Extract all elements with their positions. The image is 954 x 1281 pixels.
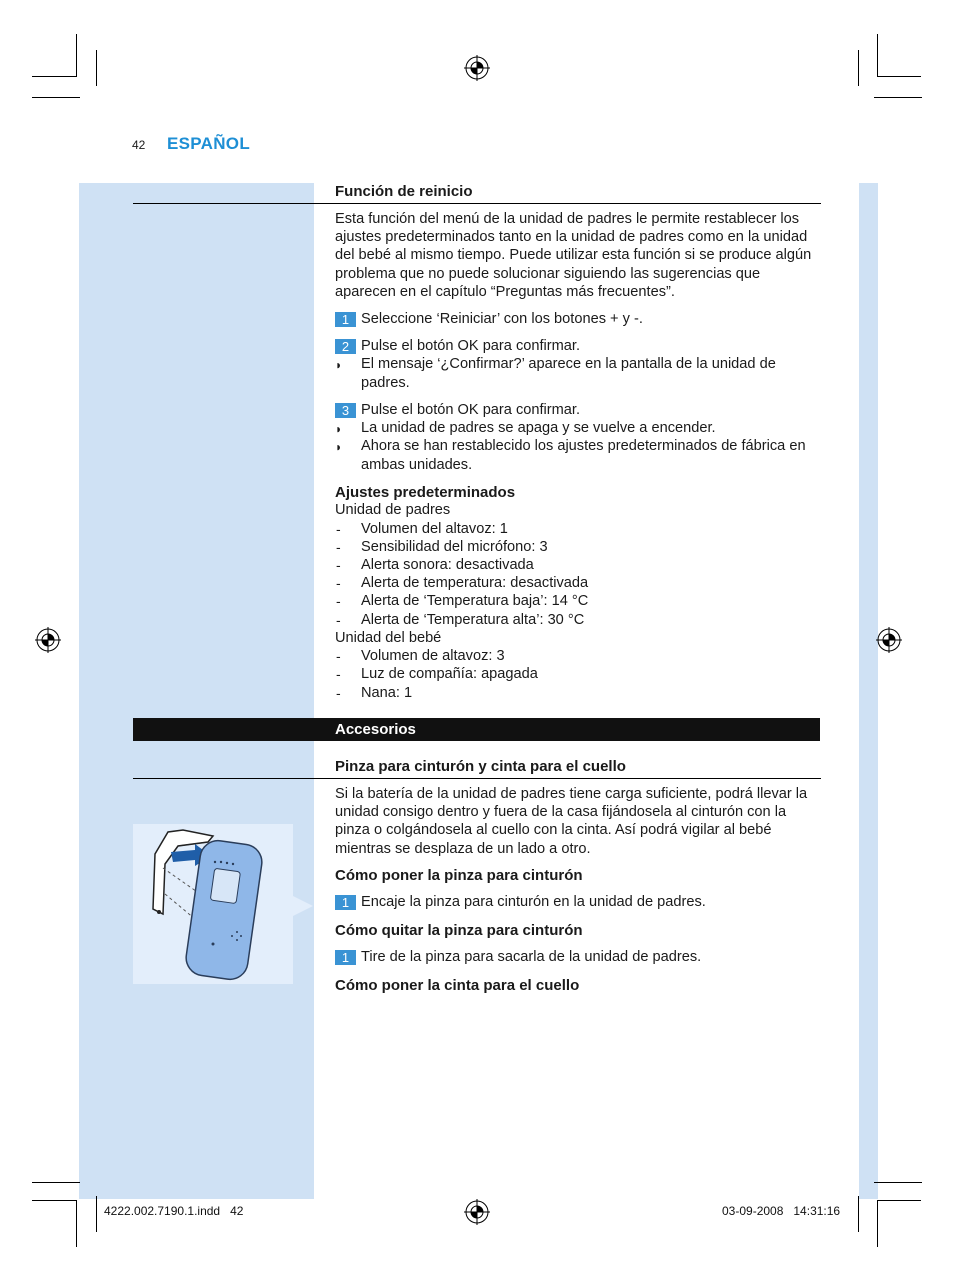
crop-mark — [32, 76, 76, 77]
list-dash: - — [336, 593, 341, 609]
crop-mark — [877, 76, 921, 77]
belt-clip-illustration — [133, 824, 293, 984]
pointer-triangle-icon — [293, 896, 313, 916]
step-text: Seleccione ‘Reiniciar’ con los botones + y -. — [361, 311, 643, 327]
step-number: 1 — [335, 312, 356, 327]
section-title: Función de reinicio — [335, 183, 473, 200]
section-intro: Esta función del menú de la unidad de padres le permite restablecer los ajustes predeterminados tanto en la unidad de padres como en la unidad del bebé al mismo tiempo. Puede utilizar esta función si se produce algún problema que no puede solucionar siguiendo las sugerencias que aparecen en el capítulo “Preguntas más frecuentes”. — [335, 211, 812, 300]
list-item: Volumen del altavoz: 1 — [361, 521, 508, 537]
language-heading: ESPAÑOL — [167, 134, 251, 153]
crop-mark — [96, 50, 97, 86]
list-dash: - — [336, 612, 341, 628]
list-item: Sensibilidad del micrófono: 3 — [361, 539, 548, 555]
crop-mark — [874, 97, 922, 98]
list-item: Alerta de ‘Temperatura baja’: 14 °C — [361, 593, 589, 609]
step-number: 1 — [335, 950, 356, 965]
list-dash: - — [336, 685, 341, 701]
result-bullet-icon: ◗ — [335, 358, 343, 372]
subsection-title: Cómo poner la cinta para el cuello — [335, 977, 580, 994]
page-number: 42 — [132, 138, 146, 152]
crop-mark — [877, 1200, 921, 1201]
section-bar-title: Accesorios — [335, 721, 416, 738]
crop-mark — [858, 1196, 859, 1232]
section-rule — [133, 203, 821, 204]
result-text: Ahora se han restablecido los ajustes predeterminados de fábrica en — [361, 438, 806, 454]
crop-mark — [32, 1182, 80, 1183]
subsection-title: Cómo poner la pinza para cinturón — [335, 867, 583, 884]
list-dash: - — [336, 666, 341, 682]
registration-mark-icon — [876, 627, 902, 653]
crop-mark — [96, 1196, 97, 1232]
crop-mark — [76, 34, 77, 77]
list-dash: - — [336, 648, 341, 664]
list-item: Volumen de altavoz: 3 — [361, 648, 505, 664]
baby-unit-label: Unidad del bebé — [335, 630, 442, 646]
step-number: 2 — [335, 339, 356, 354]
list-item: Nana: 1 — [361, 685, 413, 701]
list-dash: - — [336, 557, 341, 573]
result-bullet-icon: ◗ — [335, 440, 343, 454]
subsection-title: Pinza para cinturón y cinta para el cuello — [335, 758, 626, 775]
right-margin-panel — [859, 183, 878, 1199]
section-bar — [133, 718, 820, 741]
list-dash: - — [336, 539, 341, 555]
crop-mark — [76, 1200, 77, 1247]
step-number: 3 — [335, 403, 356, 418]
footer-date: 03-09-2008 14:31:16 — [722, 1204, 841, 1218]
result-text: padres. — [361, 375, 410, 391]
registration-mark-icon — [464, 1199, 490, 1225]
list-dash: - — [336, 521, 341, 537]
list-dash: - — [336, 575, 341, 591]
list-item: Alerta de ‘Temperatura alta’: 30 °C — [361, 612, 585, 628]
result-text: La unidad de padres se apaga y se vuelve a encender. — [361, 420, 716, 436]
section-rule — [133, 778, 821, 779]
step-text: Tire de la pinza para sacarla de la unidad de padres. — [361, 949, 702, 965]
result-text: El mensaje ‘¿Confirmar?’ aparece en la pantalla de la unidad de — [361, 356, 776, 372]
list-item: Alerta de temperatura: desactivada — [361, 575, 589, 591]
step-text: Pulse el botón OK para confirmar. — [361, 338, 581, 354]
crop-mark — [858, 50, 859, 86]
list-item: Luz de compañía: apagada — [361, 666, 538, 682]
step-text: Pulse el botón OK para confirmar. — [361, 402, 581, 418]
parent-unit-label: Unidad de padres — [335, 502, 451, 518]
registration-mark-icon — [464, 55, 490, 81]
registration-mark-icon — [35, 627, 61, 653]
result-text: ambas unidades. — [361, 457, 473, 473]
defaults-title: Ajustes predeterminados — [335, 484, 516, 501]
crop-mark — [877, 34, 878, 77]
accessories-intro: Si la batería de la unidad de padres tiene carga suficiente, podrá llevar la unidad consigo dentro y fuera de la casa fijándosela al cinturón con la pinza o colgándosela al cuello con la cinta. Así podrá vigilar al bebé mientras se desplaza de un lado a otro. — [335, 786, 808, 857]
subsection-title: Cómo quitar la pinza para cinturón — [335, 922, 583, 939]
step-number: 1 — [335, 895, 356, 910]
crop-mark — [877, 1200, 878, 1247]
step-text: Encaje la pinza para cinturón en la unidad de padres. — [361, 894, 706, 910]
list-item: Alerta sonora: desactivada — [361, 557, 534, 573]
left-margin-panel — [79, 183, 314, 1199]
parent-unit-with-clip-icon — [133, 824, 293, 984]
result-bullet-icon: ◗ — [335, 422, 343, 436]
crop-mark — [32, 1200, 76, 1201]
crop-mark — [874, 1182, 922, 1183]
footer-file: 4222.002.7190.1.indd 42 — [104, 1204, 244, 1218]
crop-mark — [32, 97, 80, 98]
